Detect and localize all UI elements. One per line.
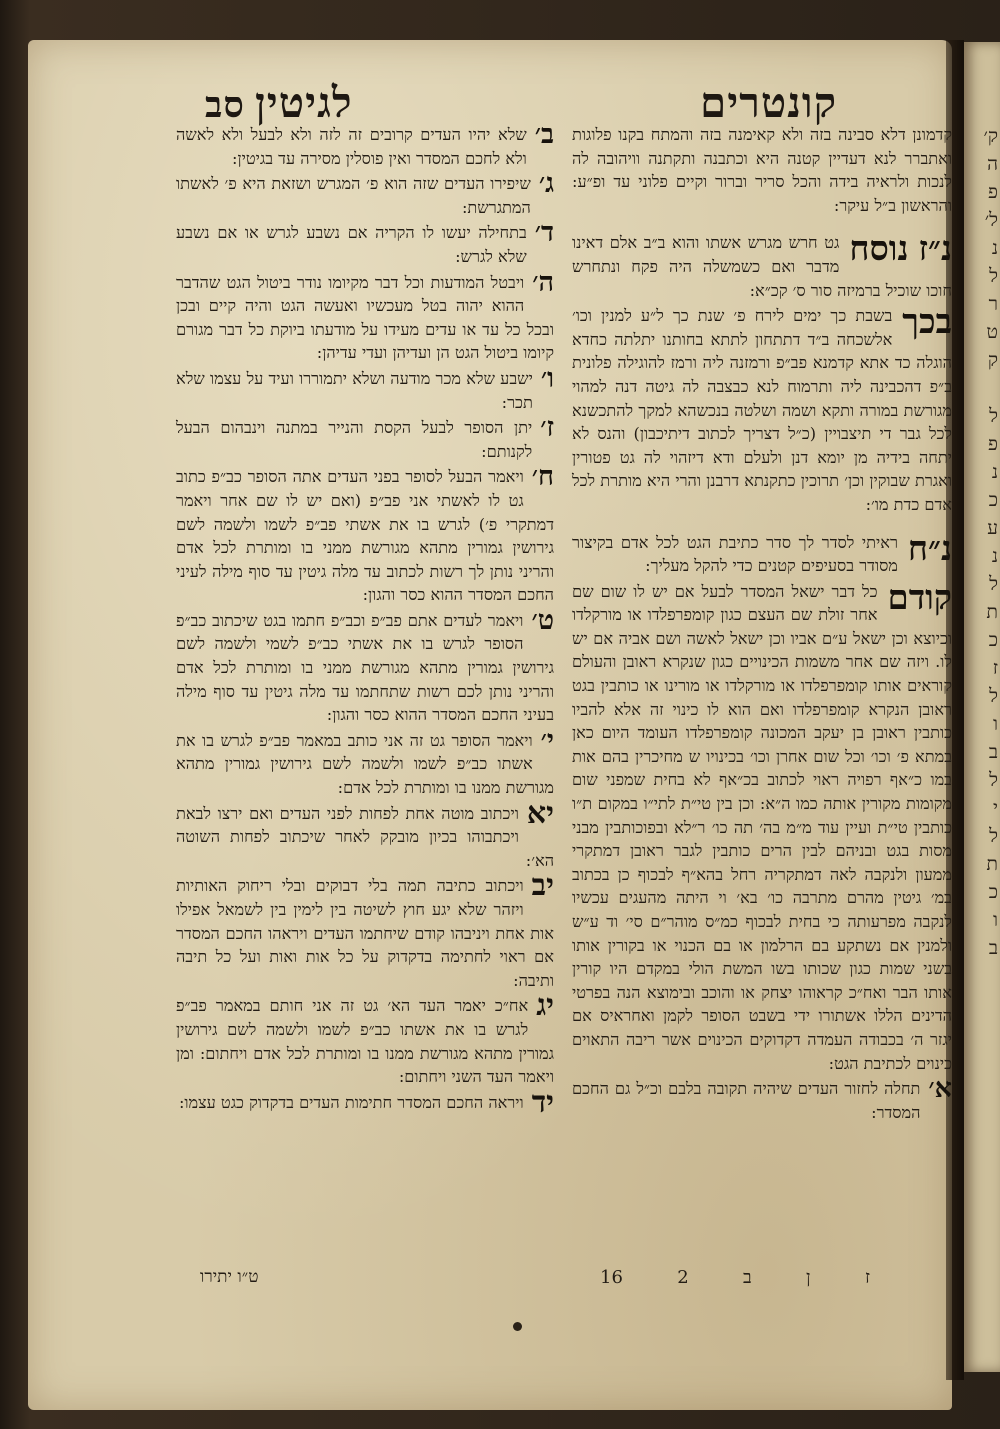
list-item: [176, 795, 554, 873]
signature-mark: 16: [600, 1267, 623, 1288]
list-item: [176, 119, 554, 170]
list-item: [176, 868, 554, 992]
paragraph-text: ויכתוב כתיבה תמה בלי דבוקים ובלי ריחוק האותיות ויזהר שלא יגע חוץ לשיטה בין לימין בין לשמאל אפילו אות אחת ויניבהו קודם שיחתמו העדים ויראהו החכם המסדר אם ראוי לחתימה בדקדוק על כל אות ואות ועל כל תיבה ותיבה:: [176, 876, 554, 990]
paragraph-marker: יא: [526, 795, 554, 831]
running-head-left: לגיטין: [255, 78, 353, 127]
section-number: נ״ז: [918, 229, 952, 270]
paragraph-marker: ו׳: [540, 362, 554, 394]
paragraph-text: כל דבר ישאל המסדר לבעל אם יש לו שום שם אחר זולת שם העצם כגון קומפרפלדו או מורקלדו וכיוצא וכן ישאל ע״ם אביו וכן ישאל לאשה ושם אביה אם יש לו. ויזה שם אחר משמות הכינויים כגון שנקרא ראובן והעולם קוראים אותו קומפרפלדו או מורקלדו או מורינו או כותבין בגט ראובן הנקרא קומפרפלדו ואם הוא לו כינוי זה אלא להביו כותבין ראובן בן יעקב המכונה קומפרפלדו העומד היום כאן במתא פ׳ וכו׳ וכל שום אחרן וכו׳ בכינויו ש מחיכרין בהם אות במו כ״אף רפויה ראוי לכתוב בכ״אף לא בחית שמפני שום מקומות מקורין אותה כמו ה״א: וכן בין טי״ת לתי״ו במקום ת״ו כותבין טי״ת ועיין עוד מ״מ בה׳ תה כו׳ ר״לא ובפוכותבין מבני מסות בגט ובניהם לבין הרים כותבין לגבר ראובן דמתקרי ממעון ולנקבה לאה דמתקריה רחל בהא״ף לבכוף כן בכתוב במ׳ גיטין מהרם מתרבה כו׳ בא׳ וי היתה מהעגים עכשיו לנקבה מפרעותה כי בחית לבכוף כמ״ס מוהר״ם סי׳ וד ע״ש ולמנין אם נשתקע בם הרלמון או בם הכנוי או בקורין אותו בשני שמות כגון שכותו בשו המשת הולי במקדם היו קורין אותו הבר ואח״כ קראוהו יצחק או והוכב ובימוצא הנה בפרטי הדינים הללו אשתורו ידי בשבט הסופר לקמן ואחראיס אם יגזר ה׳ בכבודה העמדה דקדוקים הכינוים אשר ריבה התאוים כינוים לכתיבת הגט:: [572, 581, 952, 1073]
list-item: [572, 528, 952, 578]
section-heading-word: קודם: [887, 577, 952, 618]
list-item: [176, 461, 554, 607]
left-text-column: [176, 119, 554, 1120]
paragraph-marker: ז׳: [540, 412, 554, 444]
paragraph-marker: ד׳: [534, 217, 554, 249]
list-item: [176, 266, 554, 365]
paragraph-text: תחלה לחזור העדים שיהיה תקובה בלבם וכ״ל גם החכם המסדר:: [572, 1079, 921, 1122]
signature-mark: 2: [677, 1267, 689, 1288]
list-item: [176, 724, 554, 800]
paragraph-text: ויראה החכם המסדר חתימות העדים בדקדוק כגט עצמו:: [178, 1092, 524, 1112]
signature-mark: ן: [806, 1267, 811, 1288]
paragraph-text: בשבת כך ימים לירח פ׳ שנת כך ל״ע למנין וכו׳ אלשכחה ב״ד דתתחון לתתא בחותנו יתלתה כחדא הוגלה כד אתא קדמנא פב״פ ורמזנה ליה ורמז להוגילה פלונית ב״פ דהכבינה ליה ותרמוח לנא כבצבה לה גיטה דנה למהוי מגורשת במורה ותקא ושמה ושלטה בנכשהא למקך להתכשנא לכל גבר די תיצבויין (כ״ל דצריך לכתוב דיתיכבון) והנס לא יתחה בידיה מן יומא דנן ולעלם ודא דיזהוי לה גט פטורין ואגרת שבוקין וכן׳ תרוכין כתקנתא דרבנן והרי היא מותרת לכל אדם כדת מו׳:: [572, 306, 952, 514]
paragraph-marker: ח׳: [531, 461, 554, 493]
signature-marks: [600, 1267, 870, 1288]
paragraph-marker: ה׳: [532, 266, 554, 298]
list-item: [176, 412, 554, 463]
list-item: [176, 217, 554, 268]
paragraph-text: ויאמר לעדים אתם פב״פ וכב״פ חתמו בגט שיכתוב כב״פ הסופר לגרש בו את אשתי כב״פ לשמי ולשמה לשם גירושין גמורין מתהא מגורשת ממני בו ומותרת לכל אדם והריני נותן לכם רשות שתחתמו עד מלה גיטין עד סוף מילה בעיני החכם המסדר ההוא כסר והגון:: [176, 610, 554, 725]
list-item: [572, 1073, 952, 1124]
paragraph-marker: ג׳: [538, 168, 554, 200]
paragraph-text: שיפירו העדים שזה הוא פ׳ המגרש ושזאת היא פ׳ לאשתו המתגרשת:: [176, 174, 531, 217]
right-text-column: [572, 123, 952, 1126]
intro-paragraph: [572, 123, 952, 217]
paragraph-marker: ב׳: [534, 119, 554, 150]
paragraph-text: ויאמר הבעל לסופר בפני העדים אתה הסופר כב״פ כתוב גט לו לאשתי אני פב״פ (ואם יש לו שם אחר ויאמר דמתקרי פ׳) לגרש בו את אשתי פב״פ לשמו ולשמה לשם גירושין גמורין מתהא מגורשת ממני בו ומותרת לכל אדם והריני נותן לך רשות לכתוב עד מלה גיטין עד סוף מילה לעיני החכם המסדר ההוא כסר והגון:: [176, 467, 554, 605]
paragraph-text: אח״כ יאמר העד הא׳ גט זה אני חותם במאמר פב״פ לגרש בו את אשתו כב״פ לשמו ולשמה לשם גירושין גמורין מתהא מגורשת ממנו בו ומותרת לכל אדם ויחתום: ומן ויאמר העד השני ויחתום:: [176, 996, 554, 1087]
paragraph-text: שלא יהיו העדים קרובים זה לזה ולא לבעל ולא לאשה ולא לחכם המסדר ואין פוסלין מסירה עד בגיטין:: [176, 125, 527, 168]
paragraph-text: ויכתוב מוטה אחת לפחות לפני העדים ואם ירצו לבאת ויכתבוהו בכיון מובקק לאחר שיכתוב לפחות השוטה הא׳:: [176, 803, 554, 870]
catchword: ט״ו יתירו: [200, 1267, 259, 1287]
paragraph-text: ויבטל המודעות וכל דבר מקיומו נודר ביטול הגט שהדבר ההוא יהוה בטל מעכשיו ואעשה הגט והיה קיים ובכן ובכל כל עד או עדים מעידו על מודעתו ביוקת כל דבר מגורם קיומו ביטול הגט הן ועדיהן ועדי עדיהן:: [176, 272, 554, 363]
paragraph-marker: יד: [531, 1084, 554, 1120]
signature-mark: ז: [864, 1267, 870, 1288]
section-number: נ״ח: [907, 528, 952, 569]
ink-spot: [513, 1322, 522, 1331]
paragraph-text: קדמונן דלא סבינה בזה ולא קאימנה בזה והמתח בקנו פלוגות ואתברר לנא דעדיין קטנה היא וכתבנה ותקתנה וויהובה לה לנכות ולראיה בידה והכל סריר וברור וקיים פלוני עד ופ״ע: והראשון ב״ל עיקר:: [572, 125, 952, 215]
paragraph-text: בתחילה יעשו לו הקריה אם נשבע לגרש או אם נשבע שלא לגרש:: [176, 223, 527, 266]
running-head-right: קונטרים: [700, 78, 838, 127]
section-heading-word: בכך: [902, 302, 952, 343]
paragraph-marker: יב: [531, 868, 554, 904]
list-item: [176, 1084, 554, 1120]
list-item: [572, 231, 952, 302]
list-item: [176, 604, 554, 727]
list-item: [176, 168, 554, 219]
facing-page-text: ק׳ ה פ ל׳ נ ל ר ט ק ל פ נ כ ע נ ל ת כ ז ל ו ב ל י ל ת כ ו ב: [983, 125, 998, 959]
paragraph-text: גט חרש מגרש אשתו והוא ב״ב אלם דאינו מדבר ואם כשמשלה היה פקח ונתחרש חוכו שוכיל ברמיזה סור ס׳ קכ״א:: [572, 233, 952, 300]
paragraph-text: ישבע שלא מכר מודעה ושלא יתמוררו ועיד על עצמו שלא תכר:: [176, 368, 533, 412]
paragraph-marker: יג: [536, 988, 554, 1024]
list-item: [572, 304, 952, 516]
paragraph-marker: ט׳: [531, 604, 554, 636]
list-item: [176, 988, 554, 1088]
paragraph-text: ויאמר הסופר גט זה אני כותב במאמר פב״פ לגרש בו את אשתו כב״פ לשמו ולשמה לשם גירושין גמורין מתהא מגורשת ממנו בו ומותרת לכל אדם:: [176, 730, 554, 798]
list-item: [572, 577, 952, 1075]
list-item: [176, 362, 554, 414]
facing-page-edge: [964, 42, 1000, 1372]
folio-number: סב: [205, 84, 245, 126]
paragraph-marker: י׳: [540, 724, 554, 756]
section-heading-word: נוסח: [849, 229, 909, 270]
paragraph-marker: א׳: [928, 1073, 952, 1105]
paragraph-text: יתן הסופר לבעל הקסת והנייר במתנה וינבהום הבעל לקנותם:: [176, 418, 533, 461]
paragraph-text: ראיתי לסדר לך סדר כתיבת הגט לכל אדם בקיצור מסודר בסעיפים קטנים כדי להקל מעליך:: [572, 532, 898, 576]
signature-mark: ב: [743, 1267, 752, 1288]
